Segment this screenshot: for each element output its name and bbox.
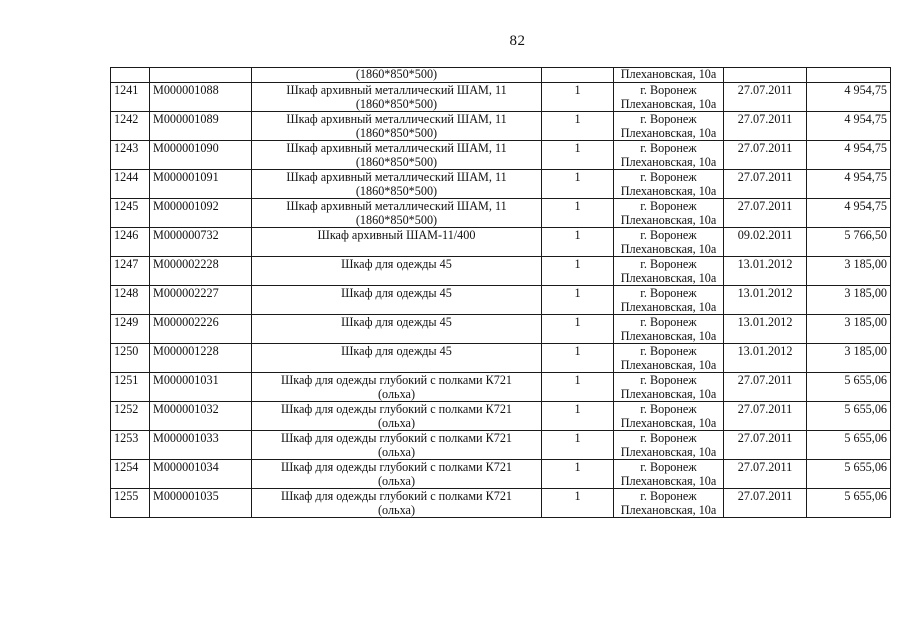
cell-name	[252, 402, 542, 431]
row-number: 1254	[114, 460, 139, 474]
cell-date	[724, 257, 807, 286]
cell-number	[111, 489, 150, 518]
price-value: 5 655,06	[844, 460, 887, 474]
address-city: г. Воронеж	[640, 402, 697, 416]
address-street: Плехановская, 10а	[620, 213, 717, 227]
cell-quantity	[542, 199, 614, 228]
cell-address	[614, 344, 724, 373]
quantity: 1	[574, 315, 581, 329]
cell-quantity	[542, 141, 614, 170]
address-street: Плехановская, 10а	[620, 126, 717, 140]
cell-name	[252, 170, 542, 199]
item-name-line-1: Шкаф для одежды глубокий с полками К721	[280, 460, 513, 474]
item-name-line-1: Шкаф для одежды глубокий с полками К721	[280, 402, 513, 416]
row-number: 1241	[114, 83, 139, 97]
quantity: 1	[574, 141, 581, 155]
cell-name: (1860*850*500)	[252, 68, 542, 83]
row-number: 1250	[114, 344, 139, 358]
cell-date	[724, 68, 807, 83]
row-number: 1245	[114, 199, 139, 213]
item-name-line-1: Шкаф для одежды глубокий с полками К721	[280, 489, 513, 503]
inventory-table	[110, 67, 891, 518]
cell-code	[150, 373, 252, 402]
table-row	[111, 170, 891, 199]
inventory-code: М000001228	[153, 344, 219, 358]
cell-name	[252, 141, 542, 170]
address-street: Плехановская, 10а	[620, 155, 717, 169]
cell-price	[807, 286, 891, 315]
quantity: 1	[574, 344, 581, 358]
quantity: 1	[574, 228, 581, 242]
cell-quantity	[542, 170, 614, 199]
cell-price	[807, 402, 891, 431]
cell-number	[111, 315, 150, 344]
cell-name	[252, 489, 542, 518]
item-name-line-2: (1860*850*500)	[355, 97, 438, 111]
cell-quantity	[542, 83, 614, 112]
cell-date	[724, 286, 807, 315]
address-city: г. Воронеж	[640, 257, 697, 271]
item-name-line-2: (ольха)	[377, 387, 416, 401]
quantity: 1	[574, 489, 581, 503]
cell-address	[614, 460, 724, 489]
item-name-line-2: (1860*850*500)	[355, 184, 438, 198]
acquisition-date: 09.02.2011	[737, 228, 793, 242]
cell-name	[252, 344, 542, 373]
cell-name	[252, 112, 542, 141]
cell-quantity	[542, 68, 614, 83]
item-name-line-1: Шкаф для одежды глубокий с полками К721	[280, 373, 513, 387]
cell-address	[614, 141, 724, 170]
row-number: 1251	[114, 373, 139, 387]
cell-address	[614, 257, 724, 286]
table-row	[111, 83, 891, 112]
cell-code	[150, 112, 252, 141]
cell-name	[252, 228, 542, 257]
address-street: Плехановская, 10а	[620, 474, 717, 488]
table-row	[111, 141, 891, 170]
cell-price	[807, 83, 891, 112]
item-name-line-1: Шкаф для одежды глубокий с полками К721	[280, 431, 513, 445]
cell-quantity	[542, 286, 614, 315]
acquisition-date: 13.01.2012	[737, 286, 793, 300]
inventory-code: М000002228	[153, 257, 219, 271]
acquisition-date: 27.07.2011	[737, 112, 793, 126]
cell-quantity	[542, 373, 614, 402]
address-city: г. Воронеж	[640, 112, 697, 126]
cell-code	[150, 199, 252, 228]
inventory-table-body	[111, 68, 891, 518]
cell-price	[807, 489, 891, 518]
price-value: 3 185,00	[844, 257, 887, 271]
row-number: 1248	[114, 286, 139, 300]
cell-code	[150, 68, 252, 83]
cell-code	[150, 315, 252, 344]
page-number: 82	[509, 33, 526, 49]
item-name-line-2: (1860*850*500)	[355, 213, 438, 227]
item-name-line-1: Шкаф архивный металлический ШАМ, 11	[286, 141, 507, 155]
quantity: 1	[574, 199, 581, 213]
address-street: Плехановская, 10а	[620, 358, 717, 372]
cell-quantity	[542, 228, 614, 257]
price-value: 5 655,06	[844, 402, 887, 416]
item-name-line-1: Шкаф архивный металлический ШАМ, 11	[286, 112, 507, 126]
cell-number	[111, 286, 150, 315]
item-name-line-1: Шкаф архивный металлический ШАМ, 11	[286, 199, 507, 213]
cell-number	[111, 68, 150, 83]
quantity: 1	[574, 402, 581, 416]
quantity: 1	[574, 170, 581, 184]
table-row	[111, 402, 891, 431]
cell-code	[150, 344, 252, 373]
cell-price	[807, 431, 891, 460]
acquisition-date: 27.07.2011	[737, 170, 793, 184]
cell-date	[724, 315, 807, 344]
cell-address	[614, 489, 724, 518]
cell-quantity	[542, 112, 614, 141]
cell-number	[111, 257, 150, 286]
address-city: г. Воронеж	[640, 170, 697, 184]
cell-code	[150, 489, 252, 518]
cell-name	[252, 315, 542, 344]
cell-date	[724, 431, 807, 460]
cell-name	[252, 83, 542, 112]
cell-address	[614, 402, 724, 431]
inventory-code: М000001034	[153, 460, 219, 474]
cell-name	[252, 431, 542, 460]
cell-quantity	[542, 460, 614, 489]
cell-code	[150, 460, 252, 489]
cell-price	[807, 315, 891, 344]
cell-date	[724, 373, 807, 402]
acquisition-date: 27.07.2011	[737, 141, 793, 155]
quantity: 1	[574, 83, 581, 97]
cell-price	[807, 112, 891, 141]
continuation-row	[111, 68, 891, 83]
cell-price	[807, 373, 891, 402]
cell-date	[724, 199, 807, 228]
cell-price	[807, 68, 891, 83]
cell-number	[111, 112, 150, 141]
price-value: 3 185,00	[844, 315, 887, 329]
address-city: г. Воронеж	[640, 228, 697, 242]
table-row	[111, 228, 891, 257]
address-city: г. Воронеж	[640, 199, 697, 213]
cell-quantity	[542, 344, 614, 373]
cell-address	[614, 83, 724, 112]
table-row	[111, 344, 891, 373]
acquisition-date: 13.01.2012	[737, 344, 793, 358]
acquisition-date: 27.07.2011	[737, 402, 793, 416]
cell-name	[252, 286, 542, 315]
cell-address	[614, 112, 724, 141]
cell-date	[724, 83, 807, 112]
acquisition-date: 13.01.2012	[737, 257, 793, 271]
table-row	[111, 489, 891, 518]
cell-price	[807, 344, 891, 373]
row-number: 1243	[114, 141, 139, 155]
cell-address	[614, 286, 724, 315]
cell-number	[111, 228, 150, 257]
cell-name	[252, 257, 542, 286]
quantity: 1	[574, 286, 581, 300]
price-value: 4 954,75	[844, 170, 887, 184]
price-value: 5 655,06	[844, 431, 887, 445]
item-name-line-1: Шкаф для одежды 45	[341, 344, 452, 358]
quantity: 1	[574, 460, 581, 474]
address-street: Плехановская, 10а	[620, 300, 717, 314]
price-value: 5 766,50	[844, 228, 887, 242]
cell-name	[252, 199, 542, 228]
row-number: 1249	[114, 315, 139, 329]
address-city: г. Воронеж	[640, 286, 697, 300]
cell-code	[150, 170, 252, 199]
address-street: Плехановская, 10а	[620, 271, 717, 285]
row-number: 1253	[114, 431, 139, 445]
address-city: г. Воронеж	[640, 83, 697, 97]
inventory-code: М000001091	[153, 170, 219, 184]
cell-code	[150, 141, 252, 170]
address-street: Плехановская, 10а	[620, 329, 717, 343]
inventory-code: М000000732	[153, 228, 219, 242]
table-row	[111, 460, 891, 489]
price-value: 4 954,75	[844, 141, 887, 155]
acquisition-date: 27.07.2011	[737, 460, 793, 474]
address-street: Плехановская, 10а	[620, 503, 717, 517]
cell-number	[111, 199, 150, 228]
item-name-line-2: (1860*850*500)	[355, 155, 438, 169]
item-name-line-1: Шкаф архивный ШАМ-11/400	[317, 228, 476, 242]
price-value: 4 954,75	[844, 199, 887, 213]
address-city: г. Воронеж	[640, 489, 697, 503]
cell-number	[111, 460, 150, 489]
cell-date	[724, 170, 807, 199]
cell-code	[150, 257, 252, 286]
cell-address	[614, 431, 724, 460]
item-name-line-2: (ольха)	[377, 445, 416, 459]
item-name-line-1: Шкаф архивный металлический ШАМ, 11	[286, 83, 507, 97]
cell-number	[111, 170, 150, 199]
cell-number	[111, 141, 150, 170]
price-value: 5 655,06	[844, 373, 887, 387]
table-row	[111, 431, 891, 460]
item-name-line-1: Шкаф для одежды 45	[341, 257, 452, 271]
cell-price	[807, 228, 891, 257]
table-row	[111, 373, 891, 402]
item-name-line-1: Шкаф архивный металлический ШАМ, 11	[286, 170, 507, 184]
address-street: Плехановская, 10а	[620, 242, 717, 256]
address-street: Плехановская, 10а	[620, 445, 717, 459]
price-value: 3 185,00	[844, 286, 887, 300]
price-value: 4 954,75	[844, 83, 887, 97]
cell-price	[807, 141, 891, 170]
inventory-code: М000001032	[153, 402, 219, 416]
quantity: 1	[574, 431, 581, 445]
address-street: Плехановская, 10а	[620, 387, 717, 401]
inventory-code: М000001033	[153, 431, 219, 445]
cell-code	[150, 83, 252, 112]
quantity: 1	[574, 112, 581, 126]
cell-number	[111, 431, 150, 460]
cell-code	[150, 431, 252, 460]
cell-quantity	[542, 489, 614, 518]
cell-address	[614, 170, 724, 199]
table-row	[111, 286, 891, 315]
acquisition-date: 27.07.2011	[737, 431, 793, 445]
table-row	[111, 199, 891, 228]
cell-address	[614, 199, 724, 228]
price-value: 5 655,06	[844, 489, 887, 503]
row-number: 1247	[114, 257, 139, 271]
row-number: 1242	[114, 112, 139, 126]
cell-address: Плехановская, 10а	[614, 68, 724, 83]
cell-address	[614, 373, 724, 402]
cell-date	[724, 489, 807, 518]
address-street: Плехановская, 10а	[620, 97, 717, 111]
cell-quantity	[542, 257, 614, 286]
item-name-line-2: (ольха)	[377, 503, 416, 517]
address-street: Плехановская, 10а	[620, 184, 717, 198]
acquisition-date: 27.07.2011	[737, 199, 793, 213]
cell-code	[150, 228, 252, 257]
cell-price	[807, 199, 891, 228]
inventory-code: М000001088	[153, 83, 219, 97]
cell-name	[252, 460, 542, 489]
cell-number	[111, 344, 150, 373]
address-city: г. Воронеж	[640, 431, 697, 445]
cell-code	[150, 286, 252, 315]
row-number: 1252	[114, 402, 139, 416]
acquisition-date: 27.07.2011	[737, 83, 793, 97]
cell-name	[252, 373, 542, 402]
inventory-code: М000001031	[153, 373, 219, 387]
row-number: 1246	[114, 228, 139, 242]
quantity: 1	[574, 257, 581, 271]
cell-quantity	[542, 315, 614, 344]
inventory-code: М000001092	[153, 199, 219, 213]
inventory-code: М000002226	[153, 315, 219, 329]
cell-date	[724, 460, 807, 489]
address-city: г. Воронеж	[640, 141, 697, 155]
cell-date	[724, 112, 807, 141]
inventory-code: М000001089	[153, 112, 219, 126]
price-value: 4 954,75	[844, 112, 887, 126]
cell-code	[150, 402, 252, 431]
acquisition-date: 13.01.2012	[737, 315, 793, 329]
cell-quantity	[542, 402, 614, 431]
table-row	[111, 112, 891, 141]
inventory-code: М000001035	[153, 489, 219, 503]
cell-date	[724, 228, 807, 257]
cell-date	[724, 402, 807, 431]
cell-number	[111, 402, 150, 431]
address-city: г. Воронеж	[640, 373, 697, 387]
item-name-line-2: (ольха)	[377, 416, 416, 430]
address-street: Плехановская, 10а	[620, 416, 717, 430]
cell-number	[111, 373, 150, 402]
item-name-line-2: (1860*850*500)	[355, 126, 438, 140]
cell-date	[724, 141, 807, 170]
item-name-line-2: (ольха)	[377, 474, 416, 488]
cell-address	[614, 315, 724, 344]
address-city: г. Воронеж	[640, 460, 697, 474]
table-row	[111, 315, 891, 344]
row-number: 1244	[114, 170, 139, 184]
address-city: г. Воронеж	[640, 315, 697, 329]
table-row	[111, 257, 891, 286]
acquisition-date: 27.07.2011	[737, 373, 793, 387]
row-number: 1255	[114, 489, 139, 503]
cell-price	[807, 460, 891, 489]
cell-date	[724, 344, 807, 373]
cell-address	[614, 228, 724, 257]
cell-quantity	[542, 431, 614, 460]
address-city: г. Воронеж	[640, 344, 697, 358]
item-name-line-1: Шкаф для одежды 45	[341, 286, 452, 300]
cell-price	[807, 170, 891, 199]
inventory-code: М000001090	[153, 141, 219, 155]
cell-number	[111, 83, 150, 112]
item-name-line-1: Шкаф для одежды 45	[341, 315, 452, 329]
acquisition-date: 27.07.2011	[737, 489, 793, 503]
inventory-code: М000002227	[153, 286, 219, 300]
price-value: 3 185,00	[844, 344, 887, 358]
quantity: 1	[574, 373, 581, 387]
cell-price	[807, 257, 891, 286]
